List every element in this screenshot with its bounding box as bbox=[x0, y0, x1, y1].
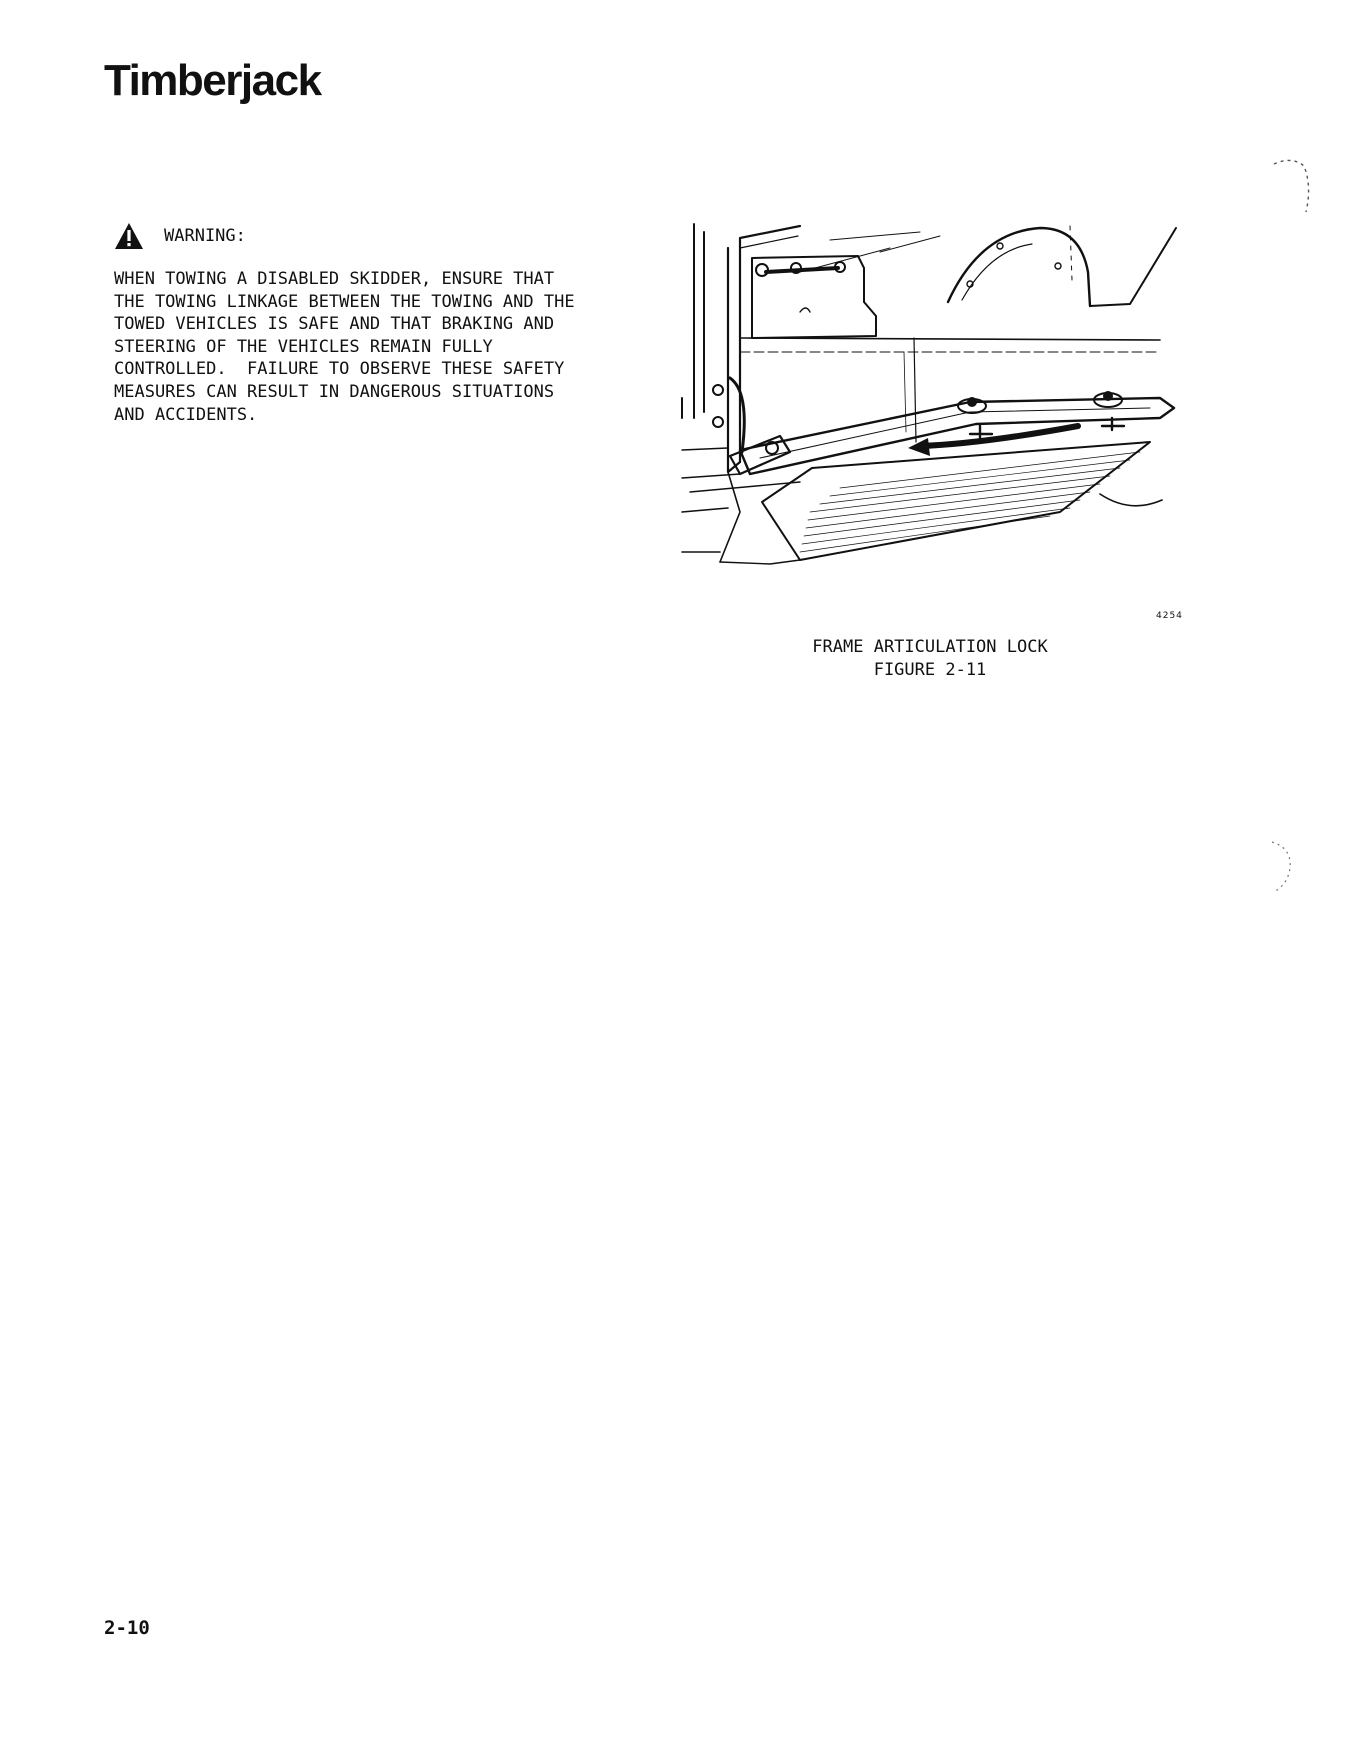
warning-line: THE TOWING LINKAGE BETWEEN THE TOWING AND THE bbox=[114, 291, 575, 312]
brand-title: Timberjack bbox=[104, 56, 321, 105]
warning-line: TOWED VEHICLES IS SAFE AND THAT BRAKING AND bbox=[114, 314, 555, 335]
warning-line: STEERING OF THE VEHICLES REMAIN FULLY bbox=[114, 336, 493, 357]
page-number: 2-10 bbox=[104, 1617, 150, 1639]
warning-text bbox=[114, 268, 634, 426]
figure-number: 4254 bbox=[1156, 611, 1183, 621]
warning-line: MEASURES CAN RESULT IN DANGEROUS SITUATIONS bbox=[114, 381, 555, 402]
warning-line: CONTROLLED. FAILURE TO OBSERVE THESE SAFETY bbox=[114, 359, 565, 380]
warning-triangle-icon bbox=[114, 222, 144, 250]
figure-caption-number: FIGURE 2-11 bbox=[873, 660, 987, 680]
warning-heading bbox=[114, 222, 246, 250]
frame-articulation-lock-illustration bbox=[680, 212, 1200, 632]
scan-artifact bbox=[1252, 838, 1302, 898]
figure-caption bbox=[780, 636, 1080, 682]
figure-caption-title: FRAME ARTICULATION LOCK bbox=[812, 637, 1048, 657]
scan-artifact bbox=[1270, 156, 1320, 226]
warning-line: AND ACCIDENTS. bbox=[114, 404, 258, 425]
warning-line: WHEN TOWING A DISABLED SKIDDER, ENSURE THAT bbox=[114, 269, 555, 289]
warning-title: WARNING: bbox=[164, 226, 246, 246]
